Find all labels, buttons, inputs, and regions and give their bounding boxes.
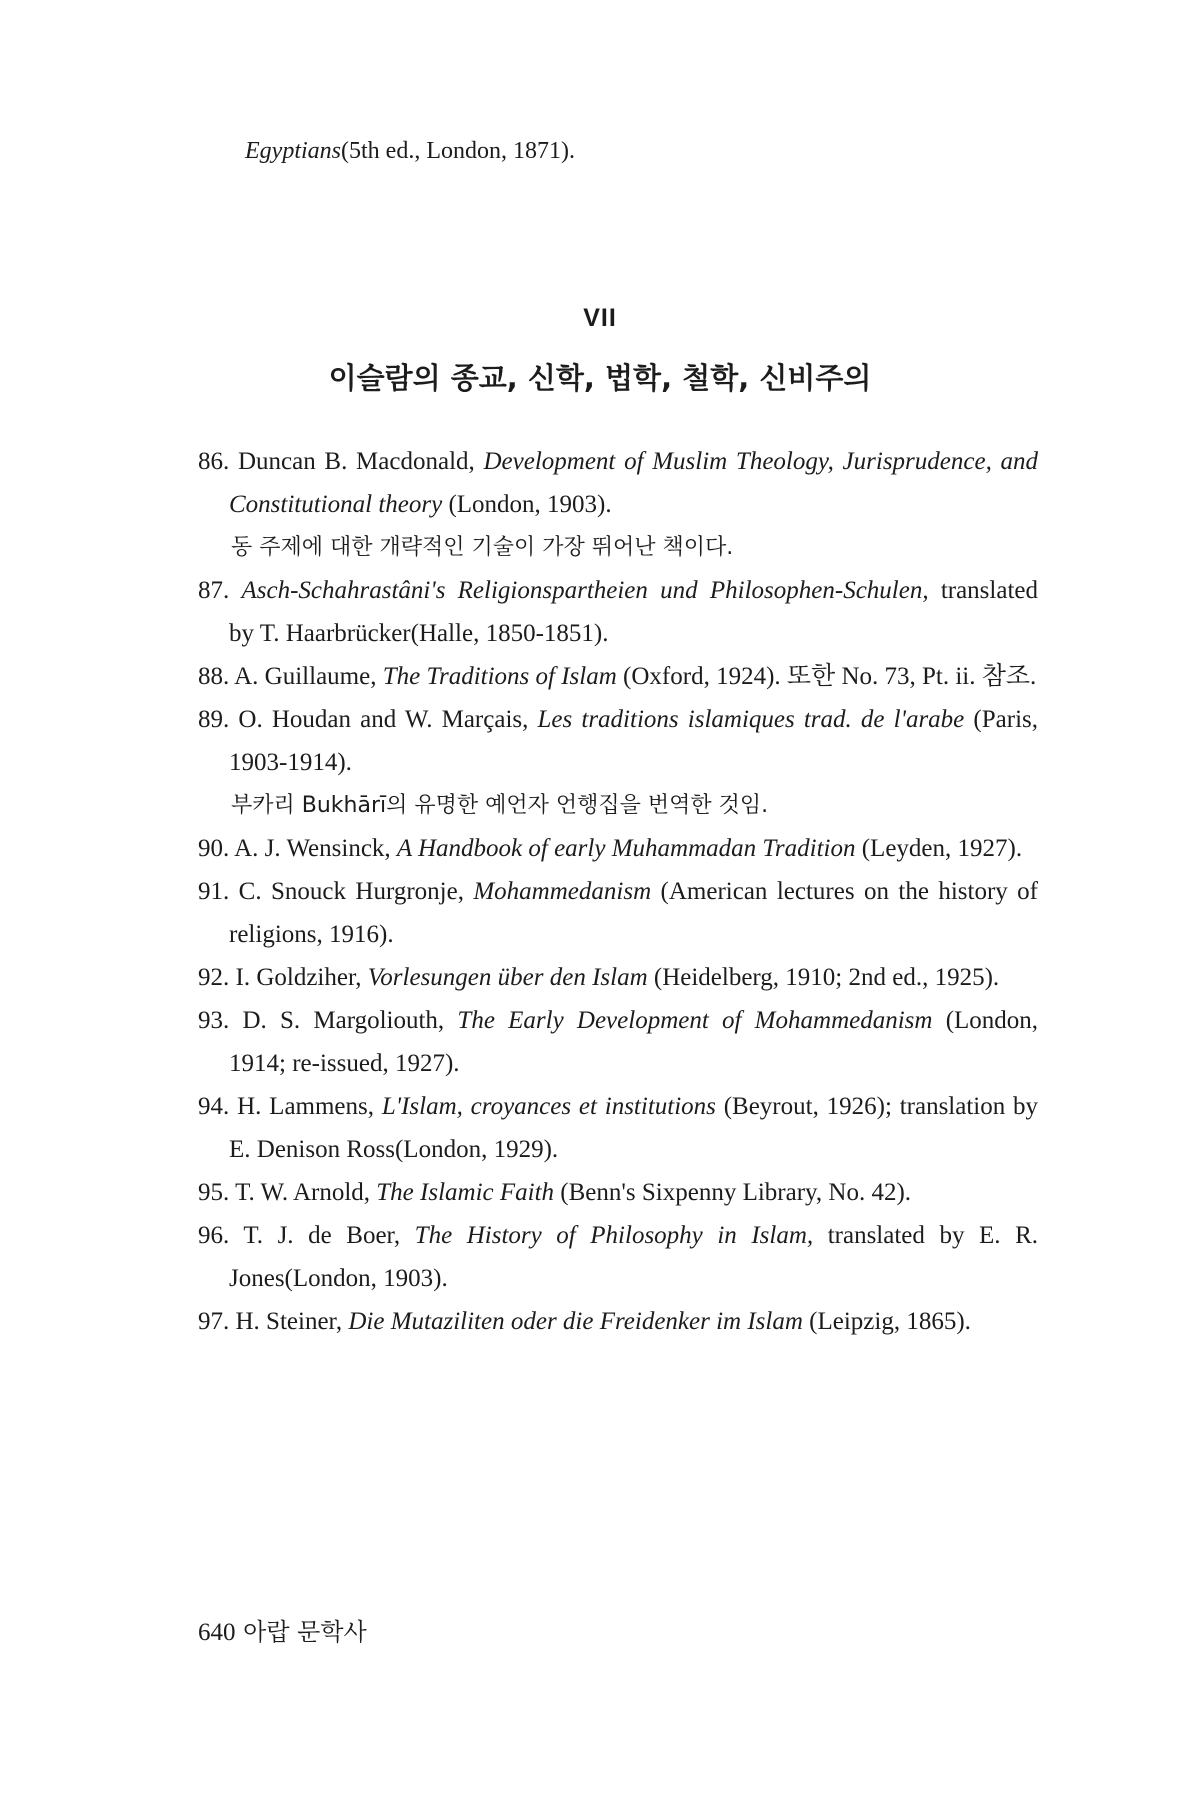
entry-title: Mohammedanism	[473, 878, 652, 905]
entry-text	[198, 827, 1038, 870]
entry-text	[198, 870, 1038, 956]
entry-number: 95.	[198, 1179, 230, 1206]
entry-text	[198, 655, 1038, 698]
entry-number: 94.	[198, 1093, 230, 1120]
entry-text	[198, 1085, 1038, 1171]
entry-number: 92.	[198, 964, 230, 991]
entry-text	[198, 698, 1038, 784]
entry-title: Vorlesungen über den Islam	[367, 964, 648, 991]
entry-text	[198, 956, 1038, 999]
entry-title: Die Mutaziliten oder die Freidenker im Islam	[348, 1308, 803, 1335]
page-number: 640	[198, 1619, 236, 1646]
entry-author: C. Snouck Hurgronje,	[238, 878, 464, 905]
entry-text	[198, 440, 1038, 526]
entry-number: 97.	[198, 1308, 230, 1335]
entry-text	[198, 1214, 1038, 1300]
section-title: 이슬람의 종교, 신학, 법학, 철학, 신비주의	[328, 361, 872, 395]
entry-text	[198, 569, 1038, 655]
entry-publication: translated by T. Haarbrücker(Halle, 1850-1851).	[229, 577, 1038, 647]
entry-title: Development of Muslim Theology, Jurisprudence, and Constitutional theory	[229, 448, 1039, 518]
page-footer	[198, 1612, 367, 1647]
book-title: 아랍 문학사	[243, 1618, 367, 1646]
entry-author: A. J. Wensinck,	[234, 835, 391, 862]
entry-number: 89.	[198, 706, 230, 733]
entry-text	[198, 999, 1038, 1085]
entry-note: 부카리 Bukhārī의 유명한 예언자 언행집을 번역한 것임.	[231, 793, 769, 818]
bibliography-entry	[198, 870, 1038, 956]
entry-publication: translated by E. R. Jones(London, 1903).	[229, 1222, 1038, 1292]
continuation-rest: (5th ed., London, 1871).	[341, 138, 575, 164]
bibliography-entry	[198, 1300, 1038, 1343]
bibliography-entry	[198, 440, 1038, 569]
entry-author: T. W. Arnold,	[235, 1179, 371, 1206]
entry-title: The Islamic Faith	[376, 1179, 555, 1206]
entry-publication: (Heidelberg, 1910; 2nd ed., 1925).	[653, 964, 1000, 991]
entry-author: H. Lammens,	[237, 1093, 375, 1120]
entry-author: H. Steiner,	[235, 1308, 343, 1335]
entry-publication: (Beyrout, 1926); translation by E. Denison Ross(London, 1929).	[229, 1093, 1039, 1163]
entry-text	[198, 1300, 1038, 1343]
entry-publication: (American lectures on the history of religions, 1916).	[229, 878, 1038, 948]
bibliography-entry	[198, 956, 1038, 999]
entry-author: I. Goldziher,	[235, 964, 362, 991]
entry-number: 86.	[198, 448, 230, 475]
entry-title: Les traditions islamiques trad. de l'arabe	[537, 706, 965, 733]
entry-number: 96.	[198, 1222, 230, 1249]
bibliography-entry	[198, 655, 1038, 698]
entry-publication: (Benn's Sixpenny Library, No. 42).	[560, 1179, 912, 1206]
entry-publication: (Oxford, 1924). 또한 No. 73, Pt. ii. 참조.	[623, 663, 1037, 690]
bibliography-entry	[198, 827, 1038, 870]
entry-publication: (Leyden, 1927).	[861, 835, 1023, 862]
bibliography-entry	[198, 999, 1038, 1085]
bibliography-entry	[198, 1171, 1038, 1214]
entry-author: Duncan B. Macdonald,	[237, 448, 475, 475]
entry-note: 동 주제에 대한 개략적인 기술이 가장 뛰어난 책이다.	[231, 535, 734, 560]
bibliography-entry	[198, 1214, 1038, 1300]
bibliography-list	[198, 440, 1038, 1343]
entry-text	[198, 1171, 1038, 1214]
entry-number: 90.	[198, 835, 230, 862]
entry-publication: (London, 1914; re-issued, 1927).	[229, 1007, 1039, 1077]
bibliography-entry	[198, 698, 1038, 827]
entry-publication: (Leipzig, 1865).	[809, 1308, 971, 1335]
bibliography-entry	[198, 1085, 1038, 1171]
entry-author: O. Houdan and W. Marçais,	[238, 706, 529, 733]
entry-publication: (London, 1903).	[448, 491, 612, 518]
entry-title: The Early Development of Mohammedanism	[457, 1007, 933, 1034]
entry-number: 93.	[198, 1007, 230, 1034]
entry-publication: (Paris, 1903-1914).	[229, 706, 1038, 776]
entry-title: The History of Philosophy in Islam,	[414, 1222, 814, 1249]
entry-author: T. J. de Boer,	[243, 1222, 401, 1249]
entry-number: 88.	[198, 663, 230, 690]
entry-title: L'Islam, croyances et institutions	[381, 1093, 716, 1120]
entry-title: The Traditions of Islam	[382, 663, 617, 690]
bibliography-entry	[198, 569, 1038, 655]
entry-title: Asch-Schahrastâni's Religionspartheien und Philosophen-Schulen,	[241, 577, 929, 604]
section-number: VII	[583, 304, 617, 332]
entry-title: A Handbook of early Muhammadan Tradition	[396, 835, 856, 862]
continuation-line	[245, 138, 575, 165]
entry-author: D. S. Margoliouth,	[242, 1007, 445, 1034]
entry-number: 91.	[198, 878, 230, 905]
continuation-italic: Egyptians	[245, 138, 341, 164]
entry-number: 87.	[198, 577, 230, 604]
entry-author: A. Guillaume,	[234, 663, 377, 690]
